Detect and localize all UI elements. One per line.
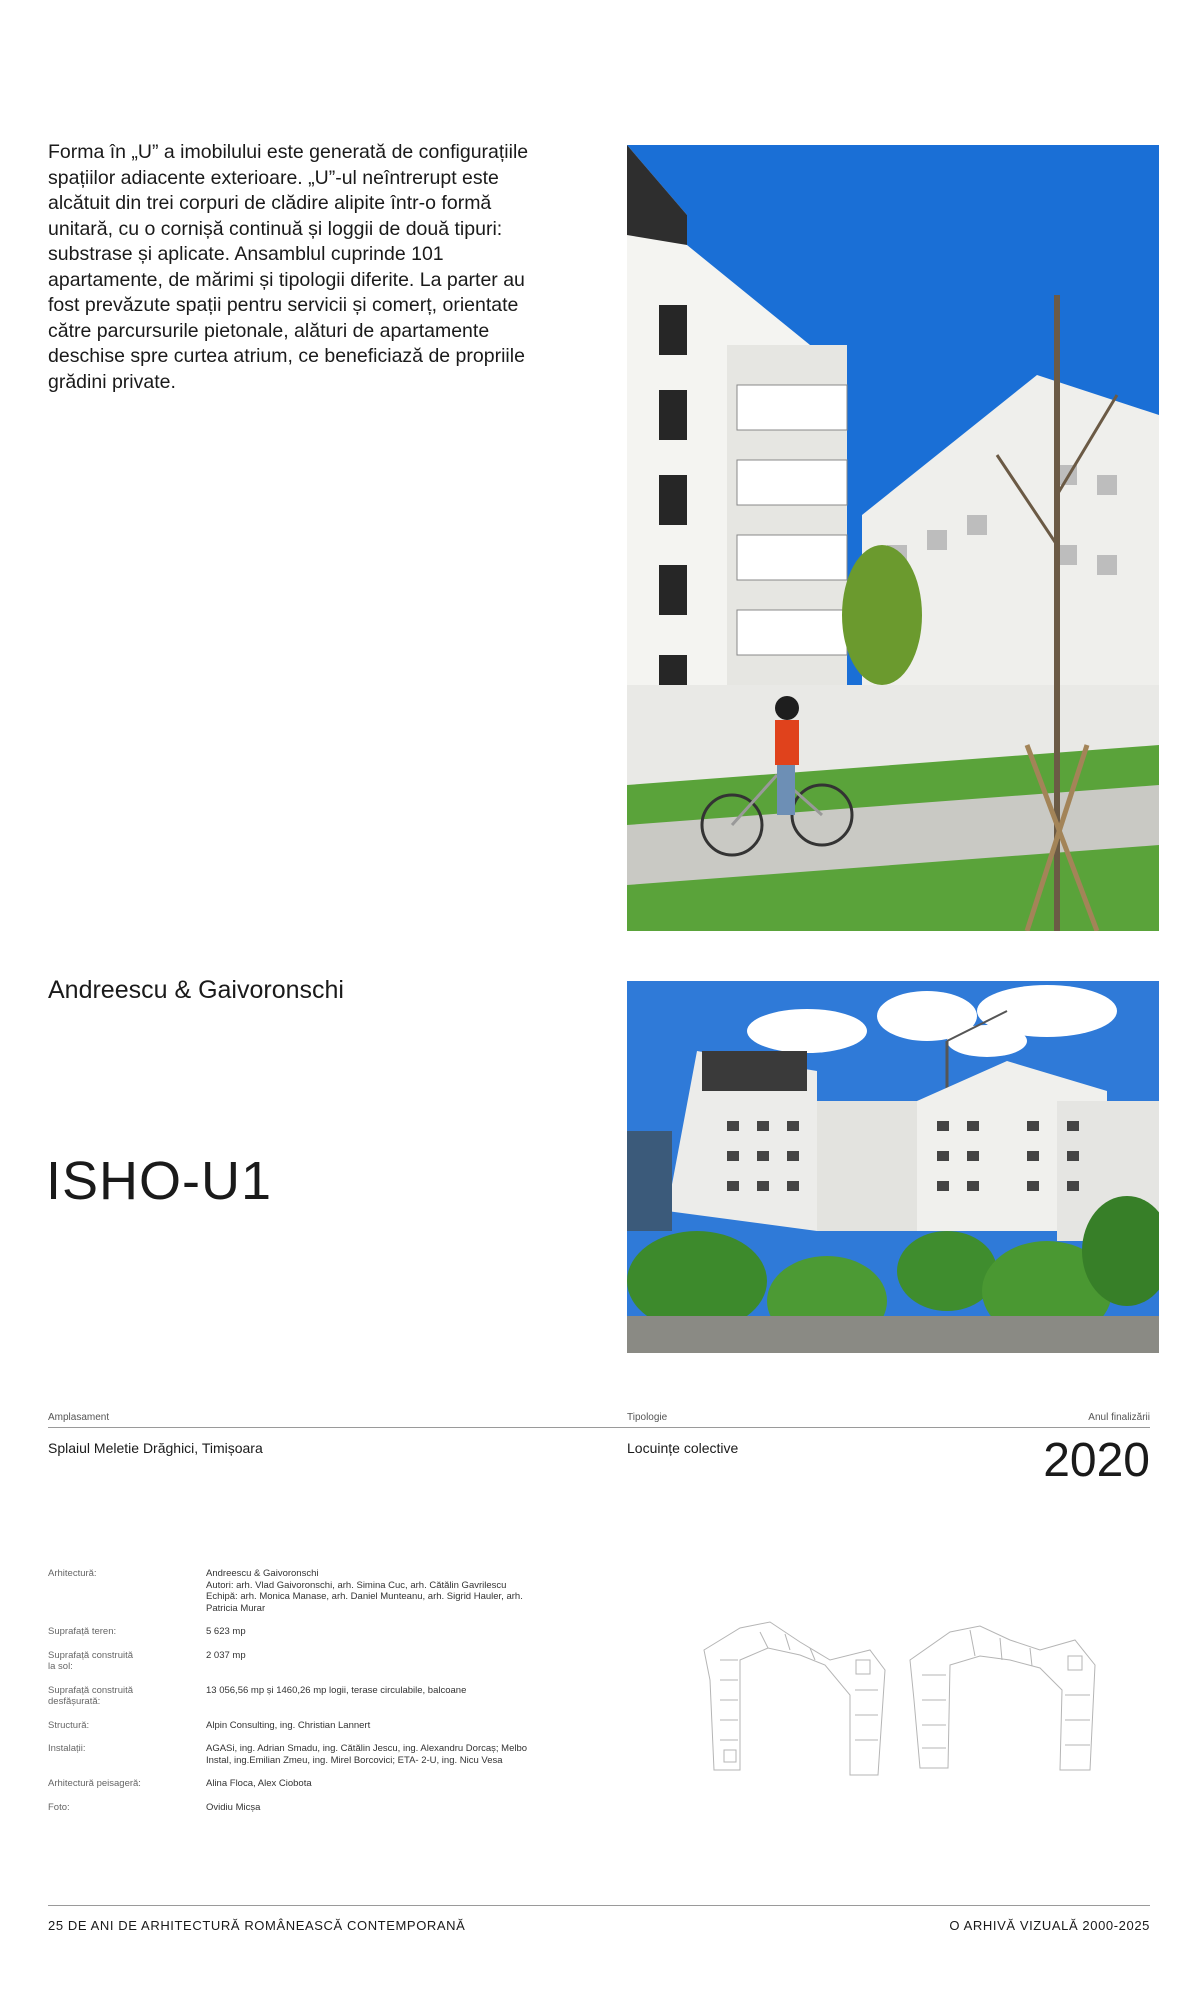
location-label: Amplasament — [48, 1412, 110, 1423]
credit-value: Alpin Consulting, ing. Christian Lannert — [206, 1719, 371, 1731]
floor-plan-typical — [910, 1626, 1095, 1770]
footer-series-title: 25 DE ANI DE ARHITECTURĂ ROMÂNEASCĂ CONTEMPORANĂ — [48, 1918, 466, 1933]
completion-year: 2020 — [1043, 1434, 1150, 1487]
credit-label: Structură: — [48, 1719, 90, 1731]
credit-value: 13 056,56 mp și 1460,26 mp logii, terase circulabile, balcoane — [206, 1684, 467, 1696]
credit-label: Instalații: — [48, 1743, 86, 1754]
credit-value: Andreescu & Gaivoronschi Autori: arh. Vlad Gaivoronschi, arh. Simina Cuc, arh. Cătălin Gavrilescu Echipă: arh. Monica Manase, arh. Daniel Munteanu, arh. Sigrid Hauler, arh. Patricia Murar — [206, 1568, 523, 1614]
credit-value: AGASi, ing. Adrian Smadu, ing. Cătălin Jescu, ing. Alexandru Dorcaș; Melbo Instal, ing.Emilian Zmeu, ing. Mirel Borcovici; ETA- 2-U, ing. Nicu Vesa — [206, 1743, 528, 1766]
credit-row — [48, 1626, 546, 1638]
credit-value: 5 623 mp — [206, 1626, 246, 1637]
credit-row — [48, 1685, 546, 1708]
floor-plan-ground — [704, 1622, 885, 1775]
credit-row — [48, 1802, 546, 1814]
credit-row — [48, 1568, 546, 1614]
meta-divider — [48, 1427, 1150, 1428]
typology-value: Locuințe colective — [627, 1440, 739, 1456]
intro-paragraph: Forma în „U” a imobilului este generată de configurațiile spațiilor adiacente exterioare. „U”-ul neîntrerupt este alcătuit din trei corpuri de clădire alipite într-o formă unitară, cu o cornișă continuă și loggii de două tipuri: substrase și aplicate. Ansamblul cuprinde 101 apartamente, de mărimi și tipologii diferite. La parter au fost prevăzute spații pentru servicii și comerț, orientate către parcursurile pietonale, alături de apartamente deschise spre curtea atrium, ce beneficiază de propriile grădini private. — [48, 141, 529, 393]
year-label: Anul finalizării — [1088, 1412, 1150, 1423]
credit-label: Suprafață construită la sol: — [48, 1649, 134, 1672]
credit-label: Foto: — [48, 1801, 70, 1813]
project-title: ISHO-U1 — [46, 1151, 273, 1211]
credit-row — [48, 1743, 546, 1766]
location-value: Splaiul Meletie Drăghici, Timișoara — [48, 1440, 263, 1456]
footer-divider — [48, 1905, 1150, 1906]
credit-value: Ovidiu Micșa — [206, 1801, 261, 1813]
photo-building-cyclist — [627, 145, 1159, 931]
credit-label: Arhitectură peisageră: — [48, 1778, 141, 1789]
footer-archive-subtitle: O ARHIVĂ VIZUALĂ 2000-2025 — [949, 1918, 1150, 1933]
photo-building-aerial — [627, 981, 1159, 1353]
architect-name: Andreescu & Gaivoronschi — [48, 976, 344, 1004]
credit-row — [48, 1720, 546, 1732]
floor-plans — [700, 1620, 1120, 1780]
credit-label: Suprafață construită desfășurată: — [48, 1684, 134, 1707]
credit-label: Suprafață teren: — [48, 1626, 117, 1637]
credit-value: 2 037 mp — [206, 1649, 246, 1661]
typology-label: Tipologie — [627, 1412, 668, 1423]
credit-value: Alina Floca, Alex Ciobota — [206, 1778, 312, 1789]
credit-row — [48, 1650, 546, 1673]
credit-label: Arhitectură: — [48, 1568, 97, 1579]
credit-row — [48, 1778, 546, 1790]
credits-table — [48, 1568, 546, 1825]
